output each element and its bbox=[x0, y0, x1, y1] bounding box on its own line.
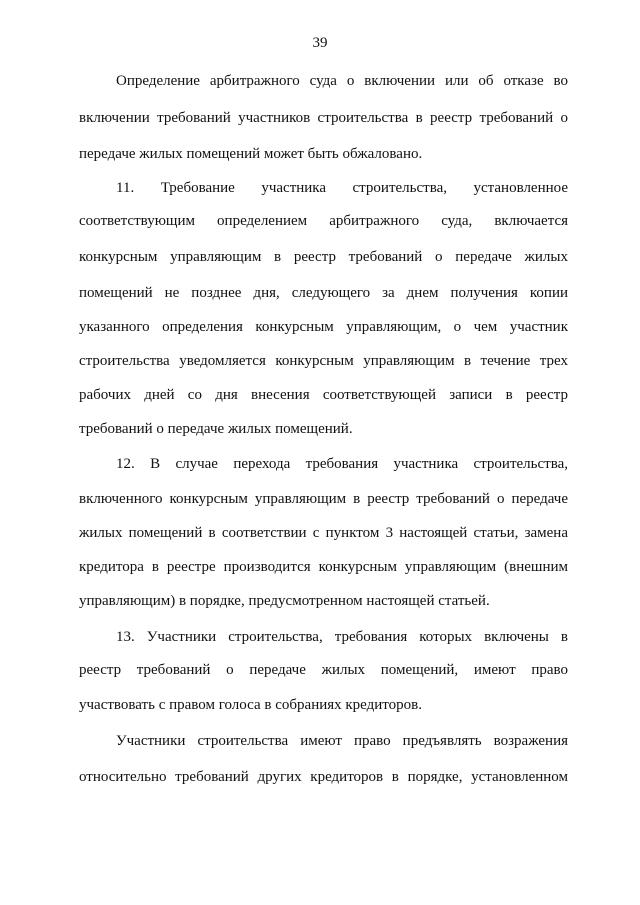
paragraph-2-line-4: помещений не позднее дня, следующего за днем получения копии bbox=[79, 285, 568, 301]
paragraph-1-line-3: передаче жилых помещений может быть обжаловано. bbox=[79, 146, 423, 162]
paragraph-2-line-2: соответствующим определением арбитражного суда, включается bbox=[79, 213, 568, 229]
paragraph-3-line-3: жилых помещений в соответствии с пунктом 3 настоящей статьи, замена bbox=[79, 525, 568, 541]
paragraph-2-line-5: указанного определения конкурсным управляющим, о чем участник bbox=[79, 319, 568, 335]
paragraph-1-line-1: Определение арбитражного суда о включении или об отказе во bbox=[116, 73, 568, 89]
paragraph-5-line-1: Участники строительства имеют право предъявлять возражения bbox=[116, 733, 568, 749]
paragraph-2-line-6: строительства уведомляется конкурсным управляющим в течение трех bbox=[79, 353, 568, 369]
paragraph-4-line-2: реестр требований о передаче жилых помещений, имеют право bbox=[79, 662, 568, 678]
paragraph-2-line-7: рабочих дней со дня внесения соответствующей записи в реестр bbox=[79, 387, 568, 403]
paragraph-4-line-3: участвовать с правом голоса в собраниях кредиторов. bbox=[79, 697, 422, 713]
paragraph-3-line-2: включенного конкурсным управляющим в реестр требований о передаче bbox=[79, 491, 568, 507]
paragraph-3-line-4: кредитора в реестре производится конкурсным управляющим (внешним bbox=[79, 559, 568, 575]
paragraph-1-line-2: включении требований участников строительства в реестр требований о bbox=[79, 110, 568, 126]
paragraph-4-line-1: 13. Участники строительства, требования которых включены в bbox=[116, 629, 568, 645]
paragraph-2-line-8: требований о передаче жилых помещений. bbox=[79, 421, 353, 437]
paragraph-2-line-1: 11. Требование участника строительства, установленное bbox=[116, 180, 568, 196]
paragraph-2-line-3: конкурсным управляющим в реестр требований о передаче жилых bbox=[79, 249, 568, 265]
paragraph-3-line-5: управляющим) в порядке, предусмотренном настоящей статьей. bbox=[79, 593, 490, 609]
paragraph-3-line-1: 12. В случае перехода требования участника строительства, bbox=[116, 456, 568, 472]
paragraph-5-line-2: относительно требований других кредиторов в порядке, установленном bbox=[79, 769, 568, 785]
page-number: 39 bbox=[312, 35, 328, 51]
